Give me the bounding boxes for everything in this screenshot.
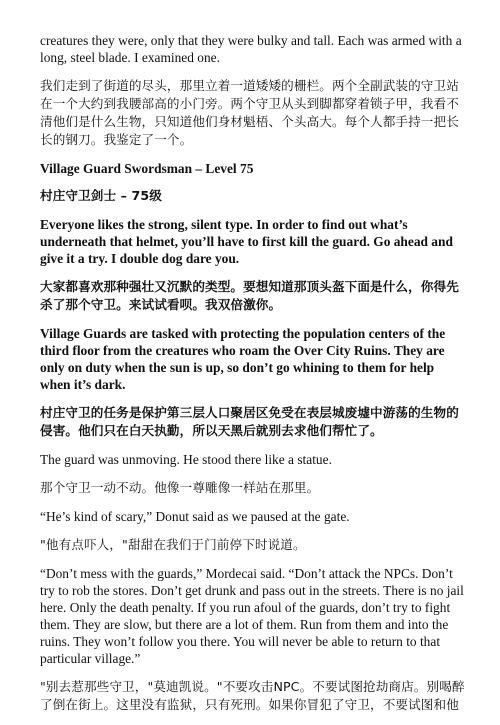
description-zh: 大家都喜欢那种强壮又沉默的类型。要想知道那顶头盔下面是什么，你得先杀了那个守卫。来试试看呗。我双倍激你。 bbox=[40, 279, 459, 312]
dialogue-en: “Don’t mess with the guards,” Mordecai said. “Don’t attack the NPCs. Don’t try to rob the stores. Don’t get drunk and pass out in the streets. There is no jail here. Only the death penalty. If you run afoul of the guards, don’t try to fight them. They are slow, but there are a lot of them. Run from them and into the ruins. They won’t follow you there. You will never be able to return to that particular village.” bbox=[40, 566, 464, 666]
description-en: Everyone likes the strong, silent type. In order to find out what’s underneath that helmet, you’ll have to first kill the guard. Go ahead and give it a try. I double dog dare you. bbox=[40, 217, 453, 266]
description-en: Village Guards are tasked with protecting the population centers of the third floor from the creatures who roam the Over City Ruins. They are only on duty when the sun is up, so don’t go whining to them for help when it’s dark. bbox=[40, 326, 446, 392]
item-name-en: Village Guard Swordsman – Level 75 bbox=[40, 161, 254, 176]
paragraph-zh: 那个守卫一动不动。他像一尊雕像一样站在那里。 bbox=[40, 480, 320, 495]
document-page bbox=[40, 32, 465, 725]
paragraph-en: creatures they were, only that they were bulky and tall. Each was armed with a long, steel blade. I examined one. bbox=[40, 33, 462, 65]
description-zh: 村庄守卫的任务是保护第三层人口聚居区免受在表层城废墟中游荡的生物的侵害。他们只在白天执勤，所以天黑后就别去求他们帮忙了。 bbox=[40, 405, 459, 438]
paragraph-en: The guard was unmoving. He stood there like a statue. bbox=[40, 452, 332, 467]
dialogue-zh: "别去惹那些守卫，"莫迪凯说。"不要攻击NPC。不要试图抢劫商店。别喝醉了倒在街上。这里没有监狱，只有死刑。如果你冒犯了守卫，不要试图和他 bbox=[40, 679, 465, 712]
paragraph-zh: 我们走到了街道的尽头，那里立着一道矮矮的栅栏。两个全副武装的守卫站在一个大约到我腰部高的小门旁。两个守卫从头到脚都穿着锁子甲，我看不清他们是什么生物，只知道他们身材魁梧、个头高大。每个人都手持一把长长的钢刀。我鉴定了一个。 bbox=[40, 78, 459, 147]
item-name-zh: 村庄守卫剑士 – 75级 bbox=[40, 188, 162, 203]
dialogue-zh: "他有点吓人，"甜甜在我们于门前停下时说道。 bbox=[40, 537, 306, 552]
dialogue-en: “He’s kind of scary,” Donut said as we paused at the gate. bbox=[40, 509, 350, 524]
